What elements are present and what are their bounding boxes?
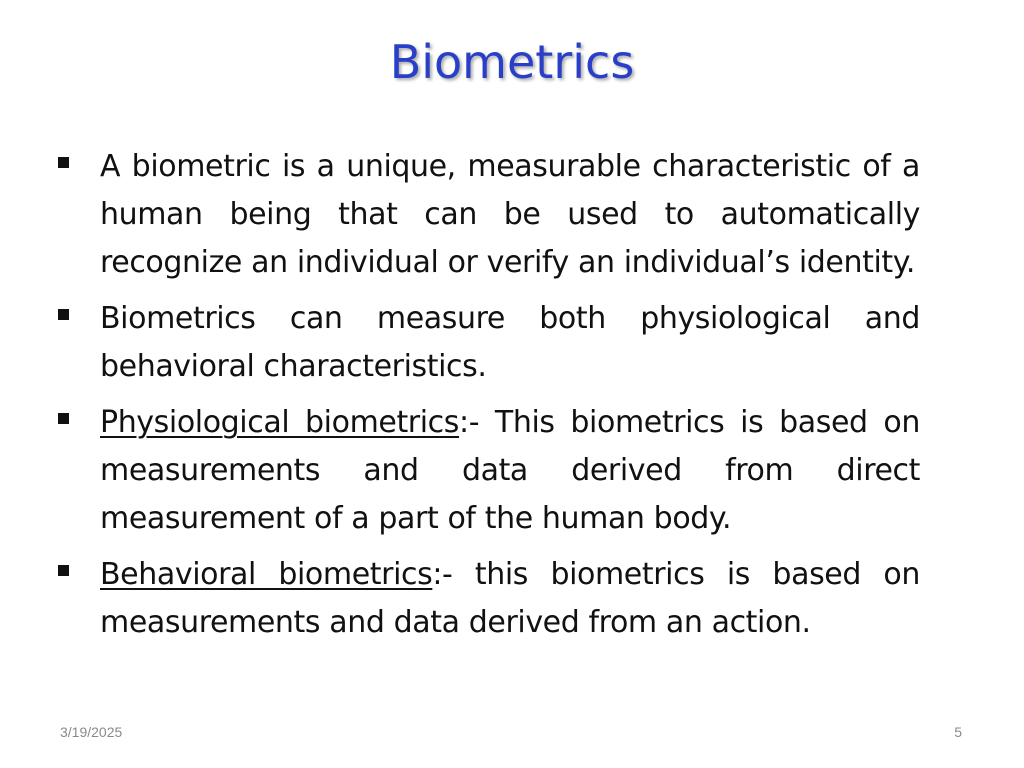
bullet-item (58, 143, 920, 287)
footer-date: 3/19/2025 (60, 724, 123, 740)
bullet-text (100, 399, 920, 543)
bullet-text (100, 143, 920, 287)
bullet-square-icon (58, 399, 100, 424)
bullet-term: Behavioral biometrics (100, 557, 433, 592)
bullet-text (100, 295, 920, 391)
bullet-text (100, 551, 920, 647)
bullet-item (58, 551, 920, 647)
bullet-item (58, 295, 920, 391)
bullet-square-icon (58, 143, 100, 168)
footer-page-number: 5 (954, 724, 962, 740)
bullet-body: Biometrics can measure both physiological and behavioral characteristics. (100, 301, 920, 384)
bullet-list (58, 143, 920, 655)
bullet-body: :- this biometrics is based on measurements and data derived from an action. (100, 557, 920, 640)
bullet-square-icon (58, 295, 100, 320)
bullet-square-icon (58, 551, 100, 576)
bullet-body: A biometric is a unique, measurable characteristic of a human being that can be used to automatically recognize an individual or verify an individual’s identity. (100, 149, 920, 280)
bullet-item (58, 399, 920, 543)
bullet-term: Physiological biometrics (100, 405, 460, 440)
slide-title: Biometrics (389, 35, 635, 89)
bullet-body: :- This biometrics is based on measurements and data derived from direct measurement of a part of the human body. (100, 405, 920, 536)
